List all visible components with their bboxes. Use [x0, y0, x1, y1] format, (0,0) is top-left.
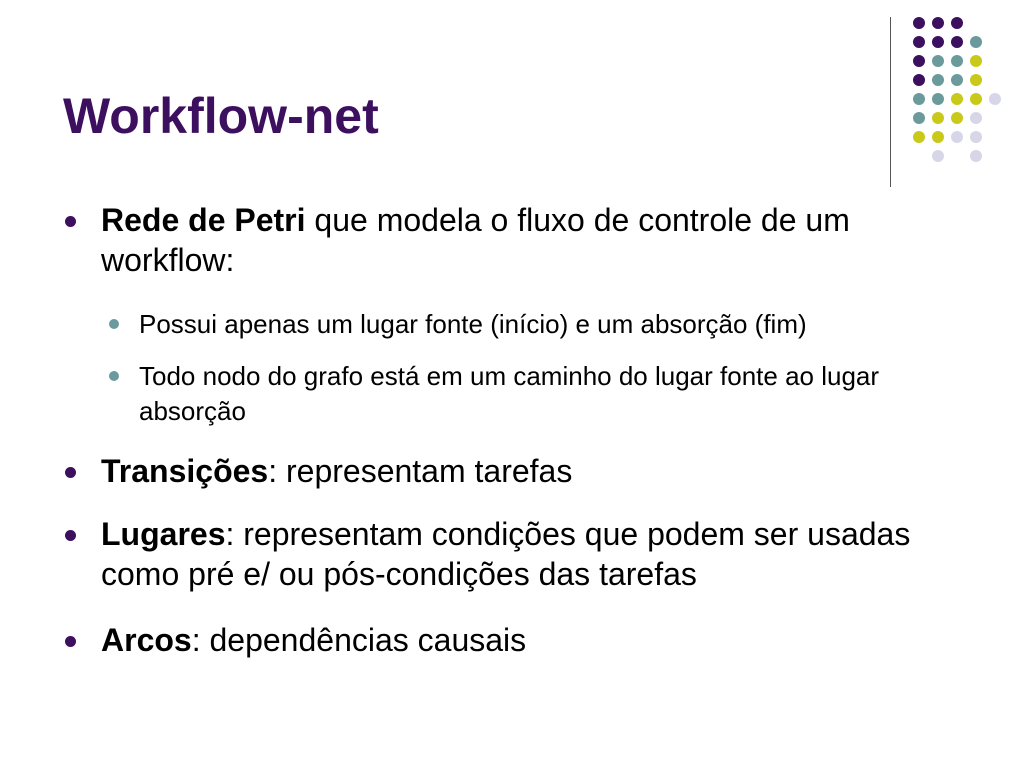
- slide-title: Workflow-net: [63, 88, 379, 144]
- decor-dot: [932, 93, 944, 105]
- decor-dot: [951, 74, 963, 86]
- decor-dot: [913, 17, 925, 29]
- decor-dot: [932, 36, 944, 48]
- sub-bullet-todo-nodo: [139, 359, 959, 429]
- decor-dot: [951, 36, 963, 48]
- decor-dot: [970, 93, 982, 105]
- decor-dot: [951, 17, 963, 29]
- decor-dot: [970, 55, 982, 67]
- bullet-dot: [65, 216, 76, 227]
- sub-bullet-lugar-fonte: [139, 307, 969, 342]
- decor-dot: [913, 112, 925, 124]
- decor-dot: [970, 131, 982, 143]
- decor-dot: [970, 112, 982, 124]
- bullet-lugares: [101, 514, 921, 594]
- bullet-bold-term: Rede de Petri: [101, 202, 306, 238]
- bullet-text: : dependências causais: [191, 622, 527, 658]
- bullet-arcos: [101, 620, 931, 660]
- bullet-text: : representam condições que podem ser usadas como pré e/ ou pós-condições das tarefas: [101, 516, 911, 592]
- title-divider-line: [890, 17, 891, 187]
- bullet-rede-de-petri: [101, 200, 931, 280]
- bullet-dot: [65, 530, 76, 541]
- bullet-bold-term: Lugares: [101, 516, 226, 552]
- bullet-dot: [65, 467, 76, 478]
- decor-dot: [989, 93, 1001, 105]
- decor-dot: [951, 93, 963, 105]
- decor-dot: [932, 55, 944, 67]
- decor-dot: [970, 74, 982, 86]
- bullet-bold-term: Transições: [101, 453, 269, 489]
- decor-dot: [932, 131, 944, 143]
- sub-bullet-text: Todo nodo do grafo está em um caminho do lugar fonte ao lugar absorção: [139, 361, 880, 426]
- decor-dot: [970, 36, 982, 48]
- decor-dot: [951, 112, 963, 124]
- bullet-text: : representam tarefas: [268, 453, 573, 489]
- decor-dot: [970, 150, 982, 162]
- decor-dot: [913, 74, 925, 86]
- decor-dot: [932, 112, 944, 124]
- decor-dot: [951, 131, 963, 143]
- sub-bullet-dot: [109, 319, 119, 329]
- bullet-text: que modela o fluxo de controle de um workflow:: [101, 202, 850, 278]
- sub-bullet-dot: [109, 371, 119, 381]
- decor-dot: [913, 36, 925, 48]
- decor-dot: [913, 93, 925, 105]
- decor-dot: [932, 17, 944, 29]
- bullet-bold-term: Arcos: [101, 622, 192, 658]
- sub-bullet-text: Possui apenas um lugar fonte (início) e um absorção (fim): [139, 309, 807, 339]
- decor-dot: [932, 150, 944, 162]
- decor-dot: [913, 131, 925, 143]
- bullet-transicoes: [101, 451, 931, 491]
- decor-dot: [951, 55, 963, 67]
- bullet-dot: [65, 636, 76, 647]
- decor-dot: [932, 74, 944, 86]
- decor-dot: [913, 55, 925, 67]
